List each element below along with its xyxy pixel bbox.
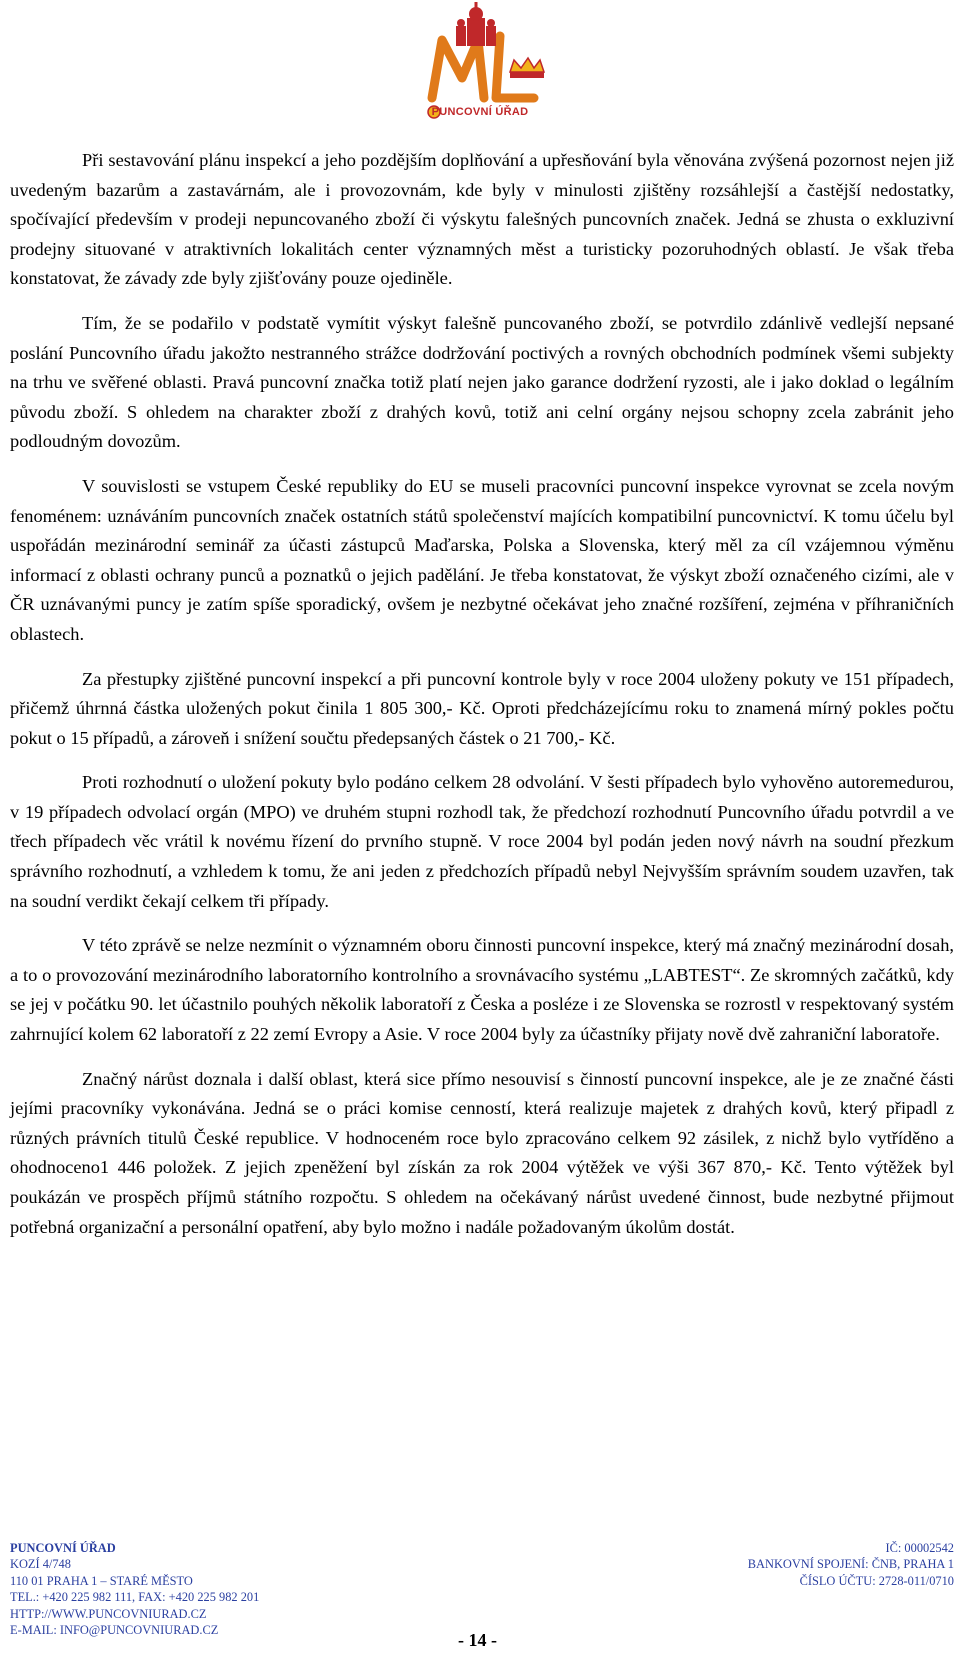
puncovni-urad-logo (404, 0, 556, 146)
paragraph-inspection-plan: Při sestavování plánu inspekcí a jeho pozdějším doplňování a upřesňování byla věnována zvýšená pozornost nejen již uvedeným bazarům a zastavárnám, ale i provozovnám, kde byly v minulosti zjištěny rozsáhlejší a častější nedostatky, spočívající především v prodeji nepuncovaného zboží či výskytu falešných puncovních značek. Jedná se zhusta o exkluzivní prodejny situované v atraktivních lokalitách center významných měst a turisticky pozoruhodných oblastí. Je však třeba konstatovat, že závady zde byly zjišťovány pouze ojediněle. (10, 150, 954, 289)
footer-phone: TEL.: +420 225 982 111, FAX: +420 225 982 201 (10, 1590, 260, 1605)
footer-city: 110 01 PRAHA 1 – STARÉ MĚSTO (10, 1573, 193, 1588)
footer-address (10, 1540, 259, 1638)
page-number: - 14 - (458, 1630, 497, 1650)
paragraph-eu-accession: V souvislosti se vstupem České republiky do EU se museli pracovníci puncovní inspekce vyrovnat se zcela novým fenoménem: uznáváním puncovních značek ostatních států společenství majících kompatibilní puncovnictví. K tomu účelu byl uspořádán mezinárodní seminář za účasti zástupců Maďarska, Polska a Slovenska, který měl za cíl vzájemnou výměnu informací z oblasti ochrany punců a poznatků o jejich padělání. Je třeba konstatovat, že výskyt zboží označeného cizími, ale v ČR uznávanými puncy je zatím spíše sporadický, ovšem je nezbytné očekávat jeho značné rozšíření, zejména v příhraničních oblastech. (10, 475, 954, 644)
footer-org-name: PUNCOVNÍ ÚŘAD (10, 1541, 116, 1555)
paragraph-fines: Za přestupky zjištěné puncovní inspekcí a při puncovní kontrole byly v roce 2004 uloženy pokuty ve 151 případech, přičemž úhrnná částka uložených pokut činila 1 805 300,- Kč. Oproti předcházejícímu roku to znamená mírný pokles počtu pokut o 15 případů, a zároveň i snížení součtu předepsaných částek o 21 700,- Kč. (10, 668, 954, 748)
footer-website-link[interactable]: HTTP://WWW.PUNCOVNIURAD.CZ (10, 1606, 207, 1621)
paragraph-counterfeit-goods: Tím, že se podařilo v podstatě vymítit výskyt falešně puncovaného zboží, se potvrdilo zdánlivě vedlejší nepsané poslání Puncovního úřadu jakožto nestranného strážce dodržování poctivých a rovných obchodních podmínek všemi subjekty na trhu ve svěřené oblasti. Pravá puncovní značka totiž platí nejen jako garance dodržení ryzosti, ale i jako doklad o legálním původu zboží. S ohledem na charakter zboží z drahých kovů, totiž ani celní orgány nejsou schopny zcela zabránit jeho podloudným dovozům. (10, 312, 954, 452)
logo-text: PUNCOVNÍ ÚŘAD (431, 106, 529, 118)
paragraph-appeals: Proti rozhodnutí o uložení pokuty bylo podáno celkem 28 odvolání. V šesti případech bylo vyhověno autoremedurou, v 19 případech odvolací orgán (MPO) ve druhém stupni rozhodl tak, že předchozí rozhodnutí Puncovního úřadu potvrdil a ve třech případech věc vrátil k novému řízení do prvního stupně. V roce 2004 byl podán jeden nový návrh na soudní přezkum správního rozhodnutí, a vzhledem k tomu, že ani jeden z předchozích případů nebyl Nejvyšším správním soudem uzavřen, tak na soudní verdikt čekají celkem tři případy. (10, 772, 954, 911)
footer-account: ČÍSLO ÚČTU: 2728-011/0710 (799, 1573, 954, 1588)
footer-bank: BANKOVNÍ SPOJENÍ: ČNB, PRAHA 1 (747, 1557, 954, 1572)
paragraph-valuables-commission: Značný nárůst doznala i další oblast, která sice přímo nesouvisí s činností puncovní inspekce, ale je ze značné části jejími pracovníky vykonávána. Jedná se o práci komise cenností, která realizuje majetek z drahých kovů, který připadl z různých právních titulů České republice. V hodnoceném roce bylo zpracováno celkem 92 zásilek, z nichž bylo vytříděno a ohodnoceno1 446 položek. Z jejich zpeněžení byl získán za rok 2004 výtěžek ve výši 367 870,- Kč. Tento výtěžek byl poukázán ve prospěch příjmů státního rozpočtu. S ohledem na očekávaný nárůst uvedené činnost, bude nezbytné přijmout potřebná organizační a personální opatření, aby bylo možno i nadále požadovaným úkolům dostát. (10, 1068, 954, 1237)
footer-email-link[interactable]: E-MAIL: INFO@PUNCOVNIURAD.CZ (10, 1623, 219, 1638)
page-footer (10, 1540, 954, 1654)
footer-street: KOZÍ 4/748 (10, 1557, 71, 1572)
footer-ico: IČ: 00002542 (885, 1541, 954, 1555)
paragraph-labtest: V této zprávě se nelze nezmínit o významném oboru činnosti puncovní inspekce, který má značný mezinárodní dosah, a to o provozování mezinárodního laboratorního kontrolního a srovnávacího systému „LABTEST“. Ze skromných začátků, kdy se jej v počátku 90. let účastnilo pouhých několik laboratoří z Česka a posléze i ze Slovenska se rozrostl v respektovaný systém zahrnující kolem 62 laboratoří z 22 zemí Evropy a Asie. V roce 2004 byly za účastníky přijaty nově dvě zahraniční laboratoře. (10, 935, 954, 1045)
footer-bank-info (748, 1540, 954, 1589)
report-body (10, 146, 954, 1257)
